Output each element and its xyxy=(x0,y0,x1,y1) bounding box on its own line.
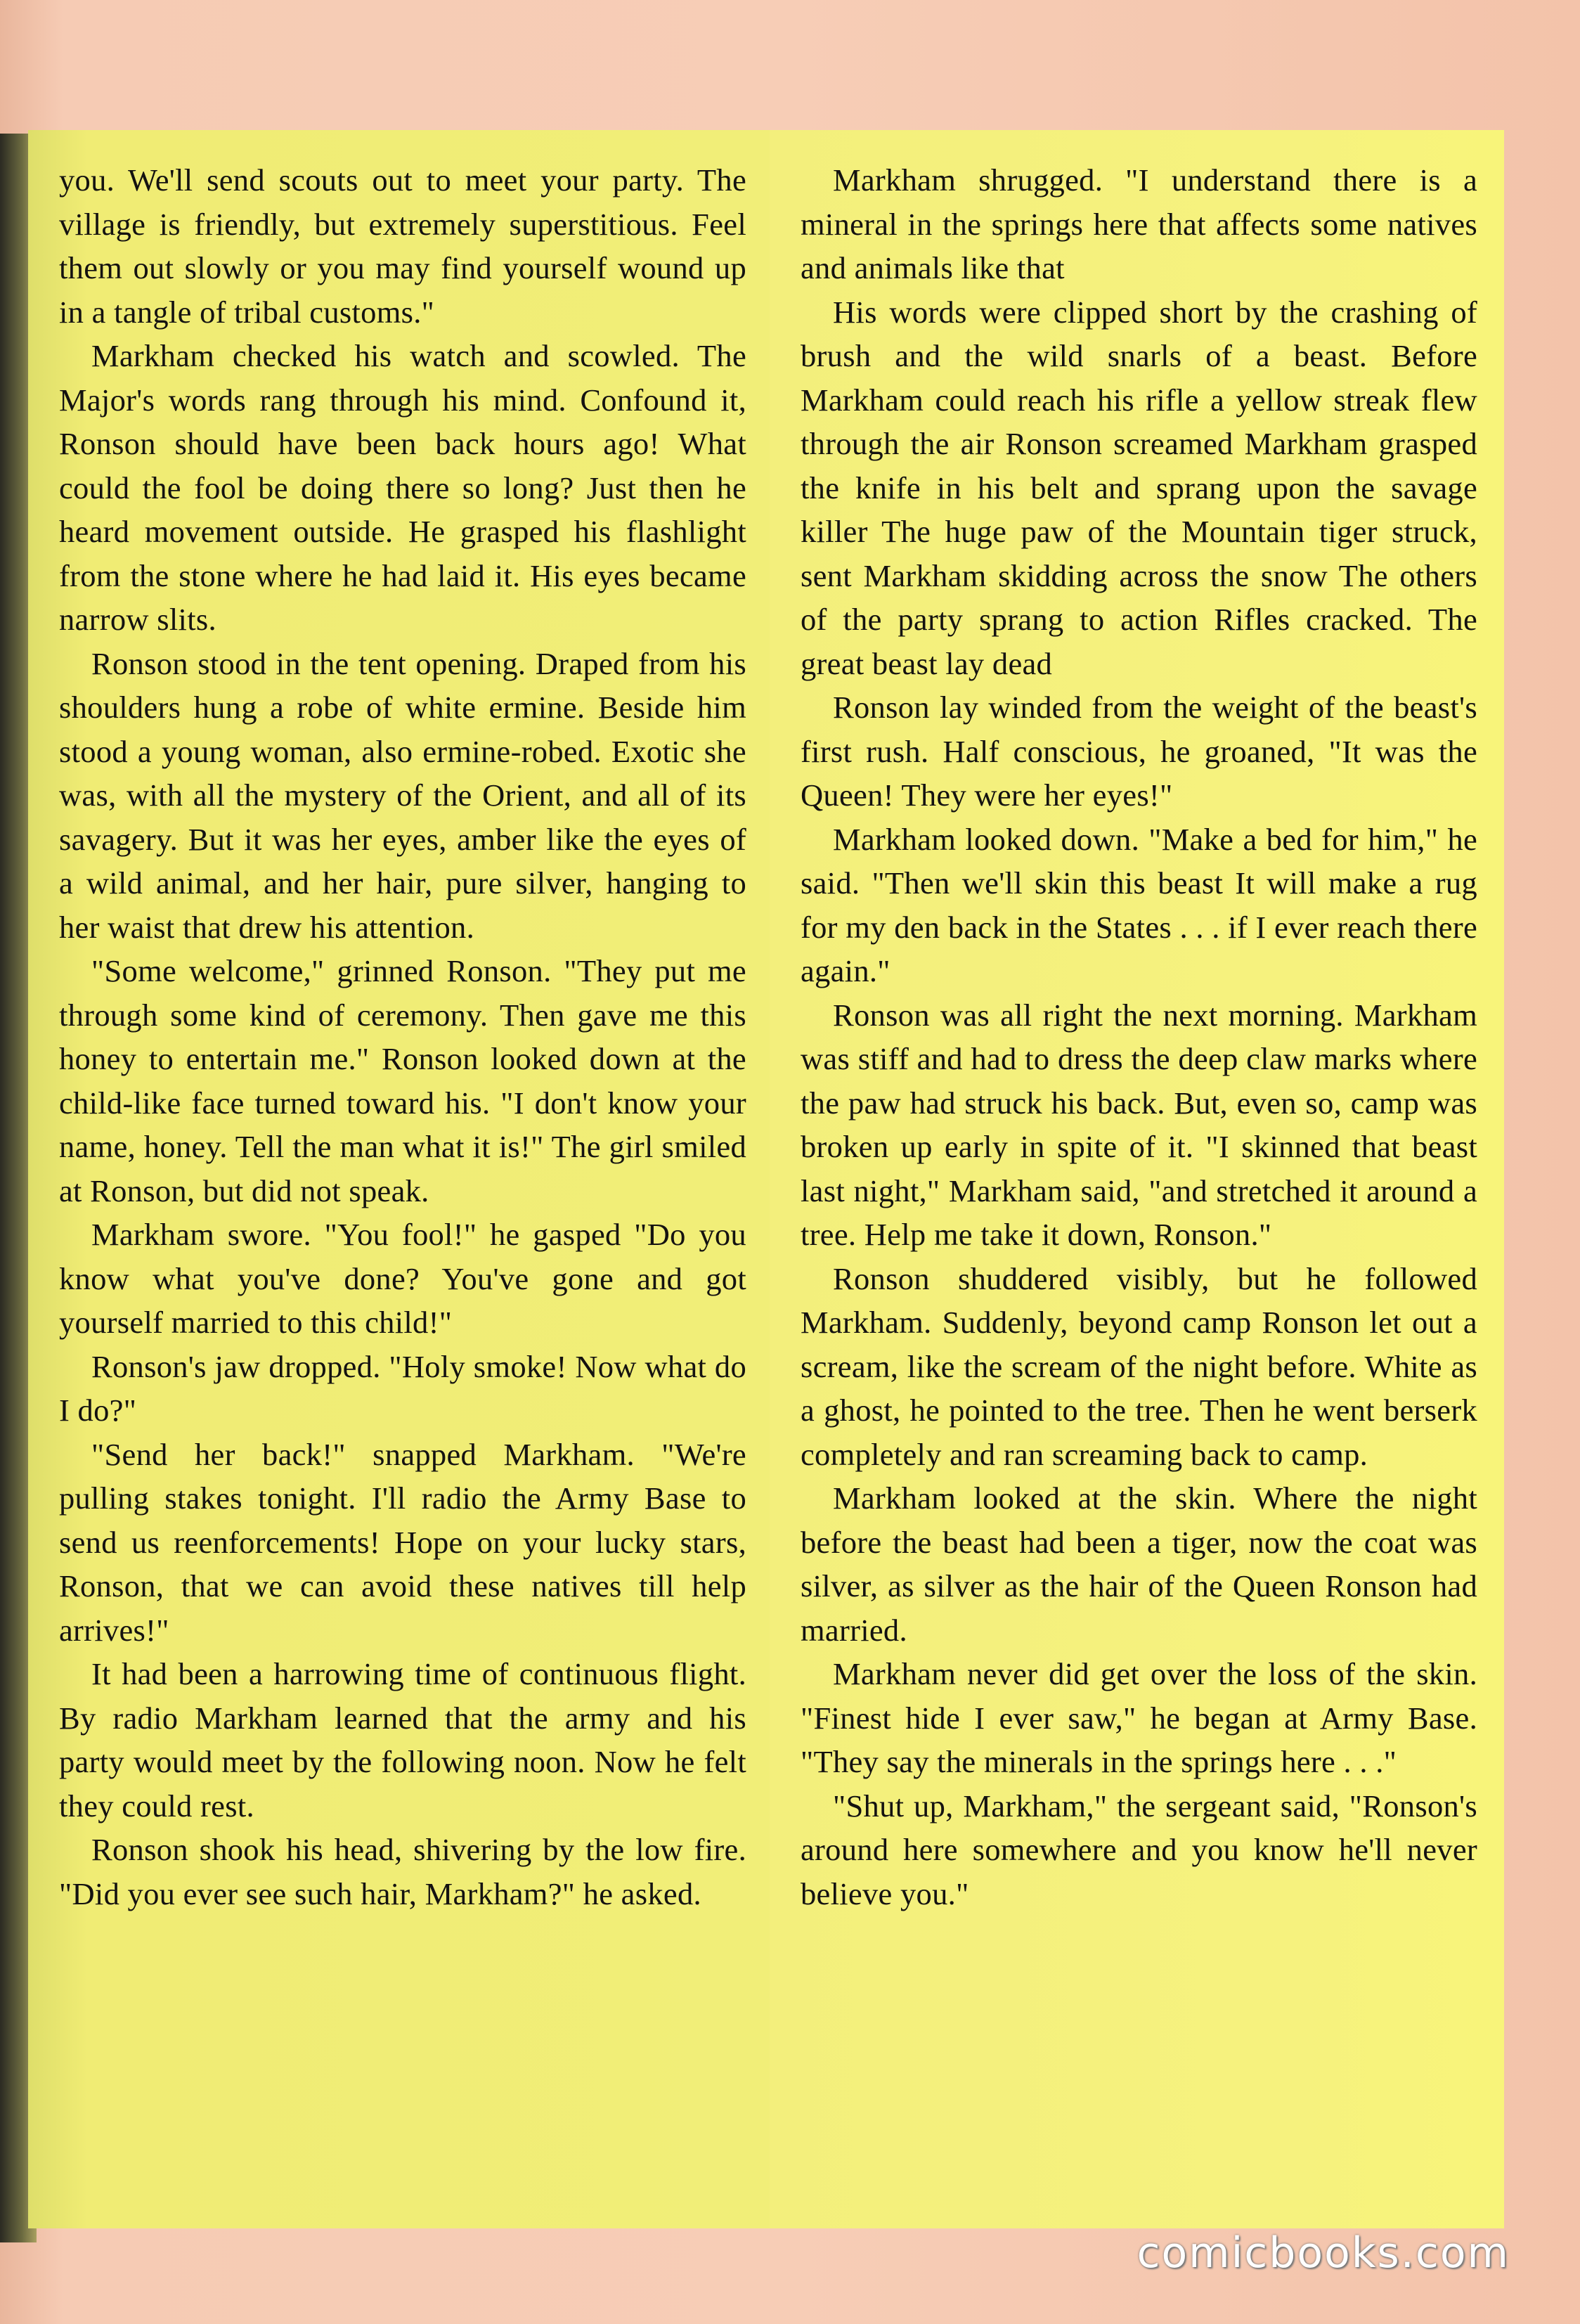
paragraph: Ronson's jaw dropped. "Holy smoke! Now what do I do?" xyxy=(59,1348,746,1428)
paragraph: His words were clipped short by the crashing of brush and the wild snarls of a beast. Before Markham could reach his rifle a yellow streak flew through the air Ronson screamed Markham grasped the knife in his belt and sprang upon the savage killer The huge paw of the Mountain tiger struck, sent Markham skidding across the snow The others of the party sprang to action Rifles cracked. The great beast lay dead xyxy=(801,294,1477,681)
paragraph: Markham shrugged. "I understand there is a mineral in the springs here that affects some natives and animals like that xyxy=(801,162,1477,285)
paragraph: Markham checked his watch and scowled. The Major's words rang through his mind. Confound it, Ronson should have been back hours ago! What could the fool be doing there so long? Just then he heard movement outside. He grasped his flashlight from the stone where he had laid it. His eyes became narrow slits. xyxy=(59,338,746,637)
paragraph: "Send her back!" snapped Markham. "We're pulling stakes tonight. I'll radio the Army Base to send us reenforcements! Hope on your lucky stars, Ronson, that we can avoid these natives till help arrives!" xyxy=(59,1436,746,1648)
paragraph: Markham never did get over the loss of the skin. "Finest hide I ever saw," he began at Army Base. "They say the minerals in the springs here . . ." xyxy=(801,1656,1477,1779)
paragraph: Ronson shook his head, shivering by the low fire. "Did you ever see such hair, Markham?" he asked. xyxy=(59,1832,746,1911)
paragraph: Ronson lay winded from the weight of the beast's first rush. Half conscious, he groaned, "It was the Queen! They were her eyes!" xyxy=(801,690,1477,813)
right-text-column xyxy=(770,130,1504,2228)
site-watermark: comicbooks.com xyxy=(1137,2228,1510,2278)
paragraph: Markham swore. "You fool!" he gasped "Do you know what you've done? You've gone and got yourself married to this child!" xyxy=(59,1217,746,1340)
paragraph: you. We'll send scouts out to meet your party. The village is friendly, but extremely superstitious. Feel them out slowly or you may find yourself wound up in a tangle of tribal customs." xyxy=(59,162,746,330)
paragraph: Ronson was all right the next morning. Markham was stiff and had to dress the deep claw marks where the paw had struck his back. But, even so, camp was broken up early in spite of it. "I skinned that beast last night," Markham said, "and stretched it around a tree. Help me take it down, Ronson." xyxy=(801,997,1477,1252)
paragraph: "Shut up, Markham," the sergeant said, "Ronson's around here somewhere and you know he'll never believe you." xyxy=(801,1788,1477,1911)
paragraph: It had been a harrowing time of continuous flight. By radio Markham learned that the army and his party would meet by the following noon. Now he felt they could rest. xyxy=(59,1656,746,1823)
paragraph: Markham looked down. "Make a bed for him," he said. "Then we'll skin this beast It will make a rug for my den back in the States . . . if I ever reach there again." xyxy=(801,821,1477,988)
paragraph: Markham looked at the skin. Where the night before the beast had been a tiger, now the coat was silver, as silver as the hair of the Queen Ronson had married. xyxy=(801,1480,1477,1648)
paragraph: Ronson shuddered visibly, but he followed Markham. Suddenly, beyond camp Ronson let out a scream, like the scream of the night before. White as a ghost, he pointed to the tree. Then he went berserk completely and ran screaming back to camp. xyxy=(801,1260,1477,1472)
paragraph: Ronson stood in the tent opening. Draped from his shoulders hung a robe of white ermine. Beside him stood a young woman, also ermine-robed. Exotic she was, with all the mystery of the Orient, and all of its savagery. But it was her eyes, amber like the eyes of a wild animal, and her hair, pure silver, hanging to her waist that drew his attention. xyxy=(59,645,746,945)
paragraph: "Some welcome," grinned Ronson. "They put me through some kind of ceremony. Then gave me this honey to entertain me." Ronson looked down at the child-like face turned toward his. "I don't know your name, honey. Tell the man what it is!" The girl smiled at Ronson, but did not speak. xyxy=(59,953,746,1208)
left-text-column xyxy=(28,130,773,2228)
